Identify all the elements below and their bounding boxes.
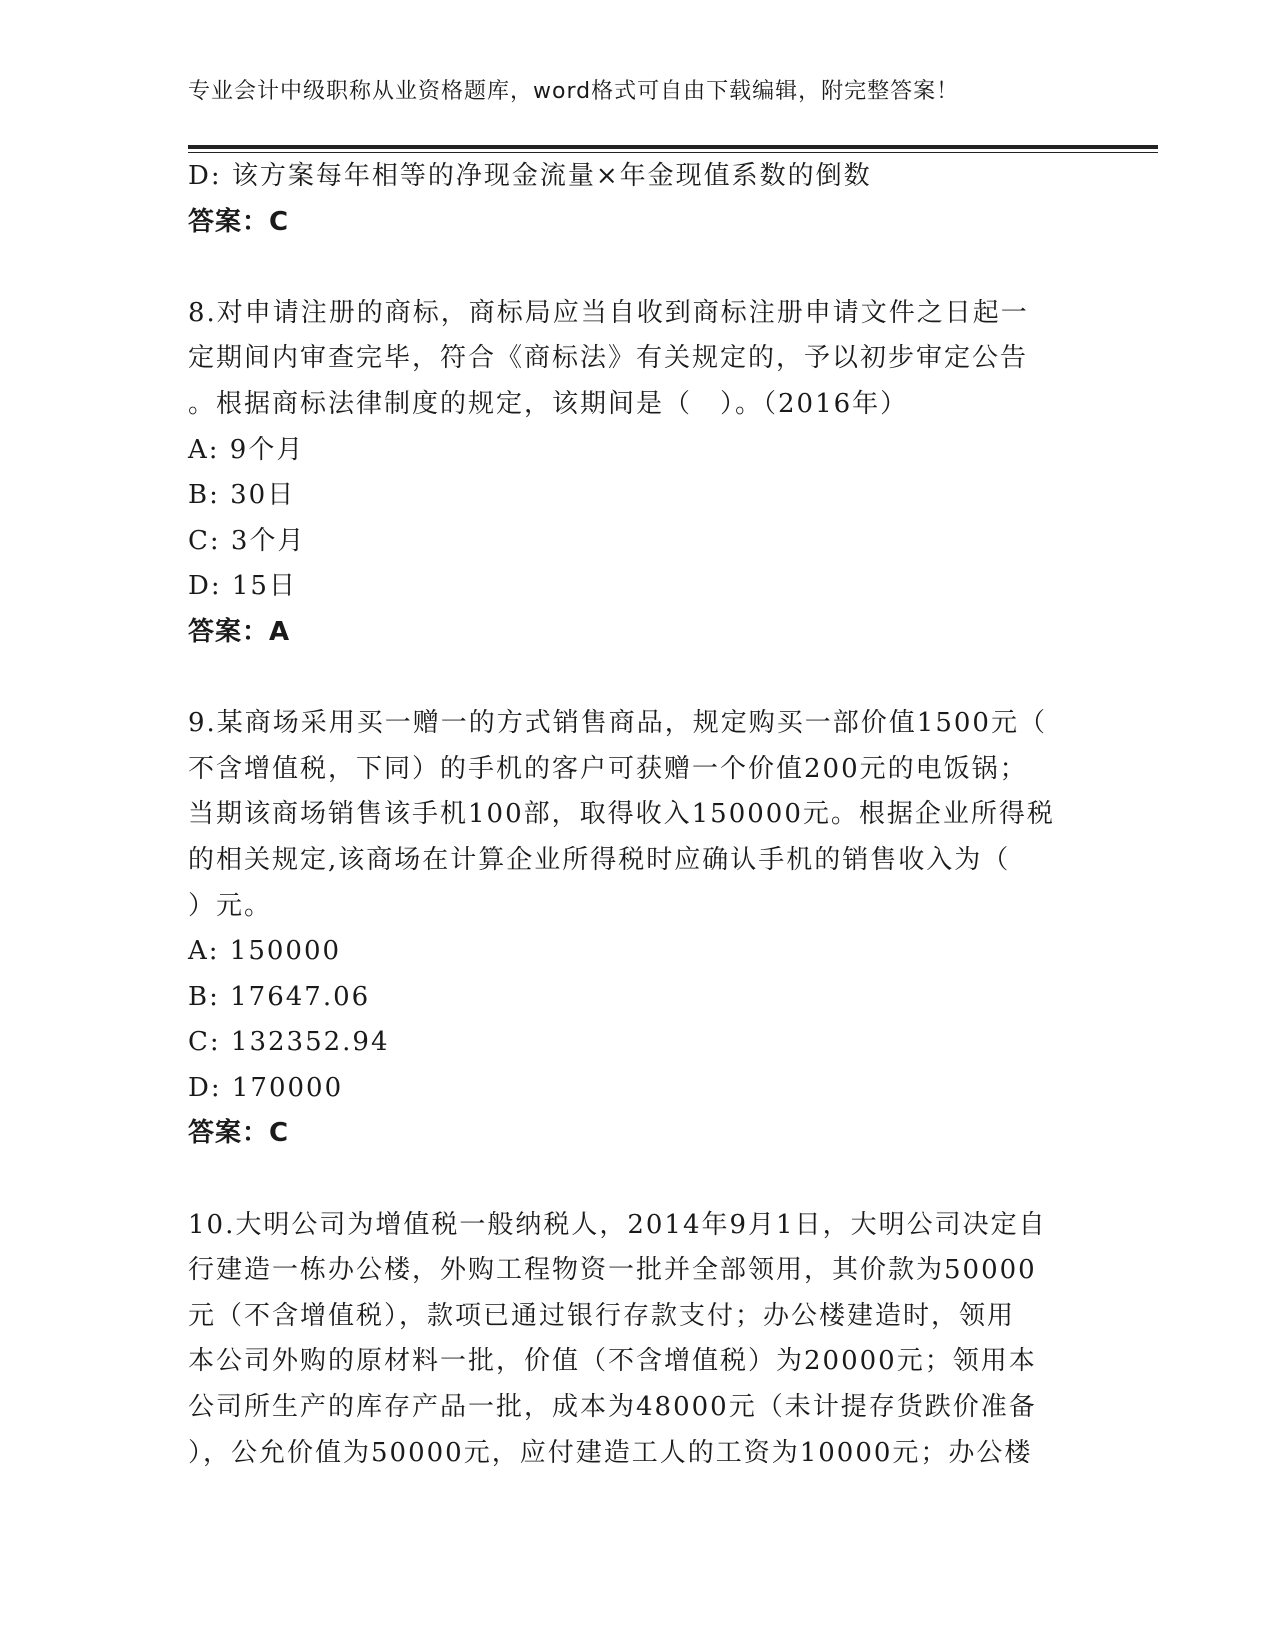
q9-option-c: C: 132352.94: [188, 1027, 390, 1058]
q10-stem-line: 行建造一栋办公楼，外购工程物资一批并全部领用，其价款为50000: [188, 1255, 1037, 1286]
q8-option-c: C: 3个月: [188, 525, 306, 556]
q8-stem-line: 8.对申请注册的商标，商标局应当自收到商标注册申请文件之日起一: [188, 297, 1029, 328]
q8-option-d: D: 15日: [188, 571, 297, 602]
q9-answer: 答案：C: [188, 1118, 290, 1149]
spacer: [188, 245, 1088, 291]
q10-stem-line: 元（不含增值税），款项已通过银行存款支付；办公楼建造时，领用: [188, 1300, 1016, 1331]
q8-option-b: B: 30日: [188, 480, 296, 511]
q10-stem-line: 公司所生产的库存产品一批，成本为48000元（未计提存货跌价准备: [188, 1392, 1037, 1423]
question-content: [188, 154, 1088, 1476]
q9-stem-line: ）元。: [188, 890, 273, 921]
q7-answer: 答案：C: [188, 206, 290, 237]
q9-option-b: B: 17647.06: [188, 981, 371, 1012]
spacer: [188, 656, 1088, 702]
q9-option-d: D: 170000: [188, 1072, 344, 1103]
q9-stem-line: 的相关规定,该商场在计算企业所得税时应确认手机的销售收入为（: [188, 844, 1011, 875]
q8-option-a: A: 9个月: [188, 434, 305, 465]
q8-stem-line: 。根据商标法律制度的规定，该期间是（ ）。（2016年）: [188, 388, 909, 419]
q8-stem-line: 定期间内审查完毕，符合《商标法》有关规定的，予以初步审定公告: [188, 343, 1029, 374]
header-rule-thin: [188, 152, 1158, 153]
header-rule-thick: [188, 145, 1158, 149]
q7-option-d: D: 该方案每年相等的净现金流量×年金现值系数的倒数: [188, 161, 872, 191]
q9-option-a: A: 150000: [188, 936, 342, 967]
q10-stem-line: 10.大明公司为增值税一般纳税人，2014年9月1日，大明公司决定自: [188, 1209, 1047, 1240]
page-header: 专业会计中级职称从业资格题库，word格式可自由下载编辑，附完整答案！: [188, 79, 960, 104]
q9-stem-line: 不含增值税，下同）的手机的客户可获赠一个价值200元的电饭锅；: [188, 753, 1028, 784]
q8-answer: 答案：A: [188, 616, 291, 647]
q9-stem-line: 当期该商场销售该手机100部，取得收入150000元。根据企业所得税: [188, 799, 1055, 830]
q10-stem-line: 本公司外购的原材料一批，价值（不含增值税）为20000元；领用本: [188, 1346, 1037, 1377]
spacer: [188, 1157, 1088, 1203]
q10-stem-line: ），公允价值为50000元，应付建造工人的工资为10000元；办公楼: [188, 1437, 1033, 1468]
q9-stem-line: 9.某商场采用买一赠一的方式销售商品，规定购买一部价值1500元（: [188, 708, 1047, 739]
